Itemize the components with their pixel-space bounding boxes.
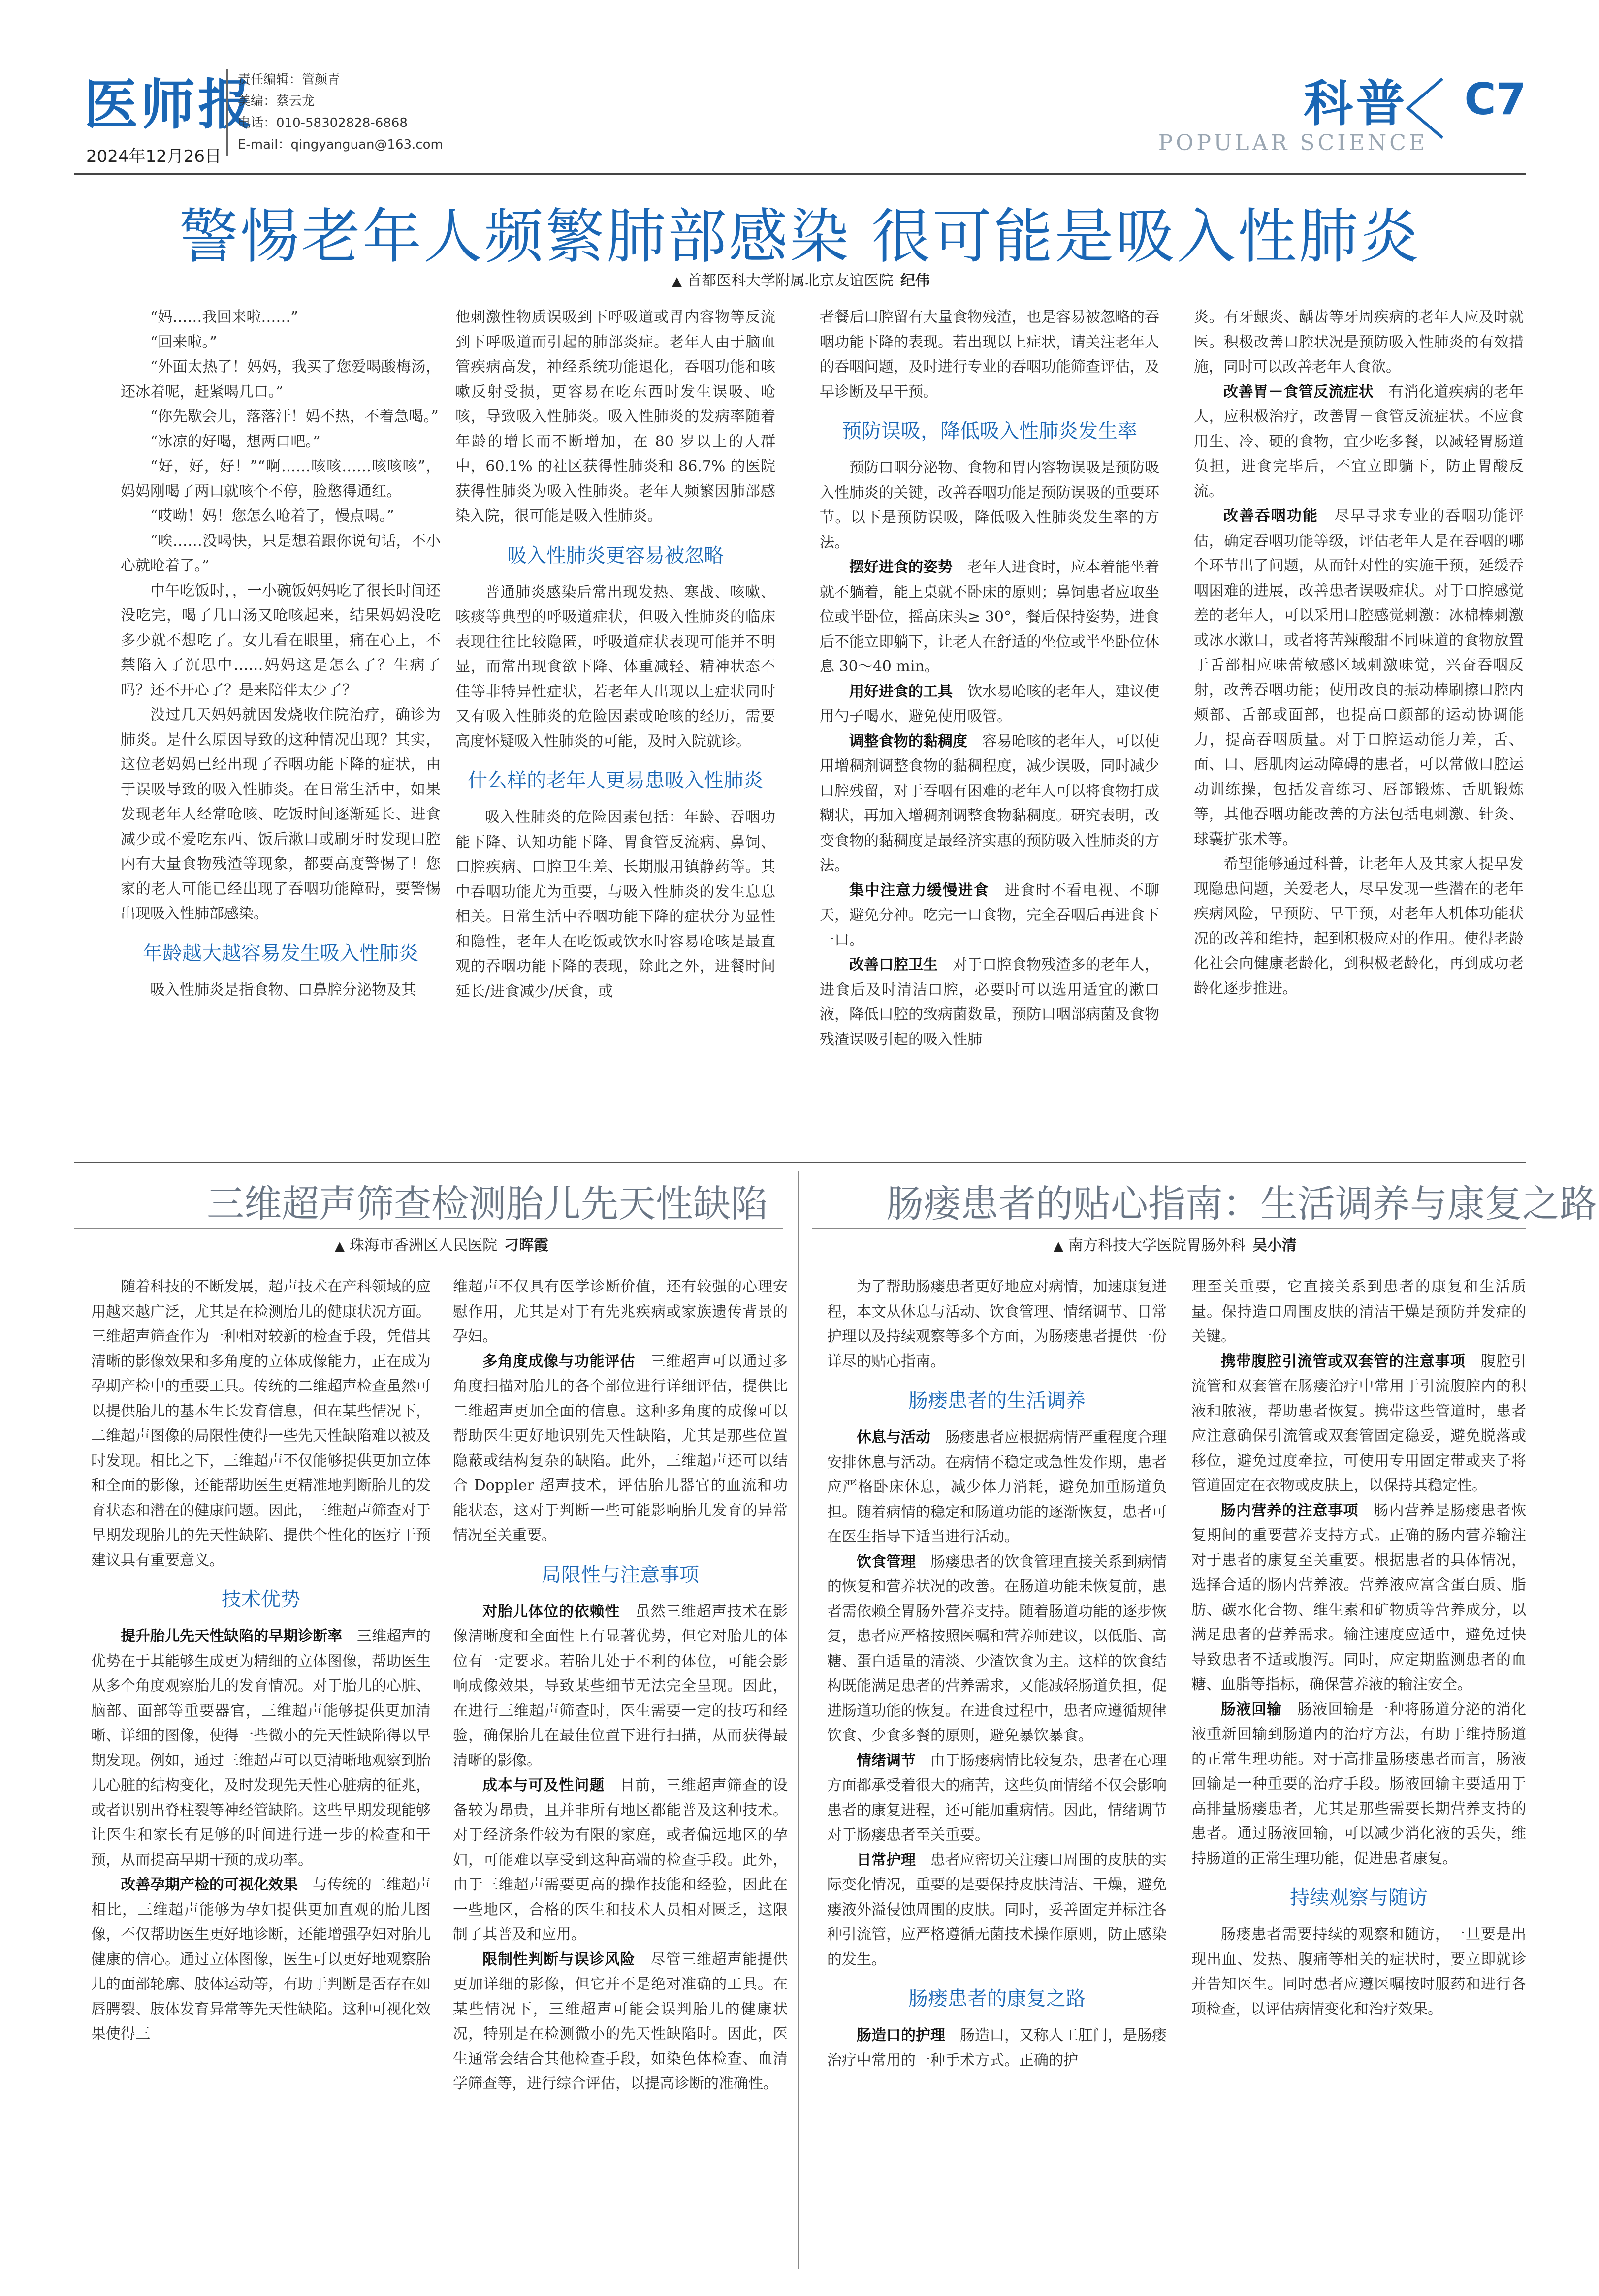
item-key: 携带腹腔引流管或双套管的注意事项 [1221, 1352, 1466, 1370]
paragraph [827, 1848, 1167, 1973]
item-text: 患者应密切关注瘘口周围的皮肤的实际变化情况，重要的是要保持皮肤清洁、干燥，避免瘘液外溢侵蚀周围的皮肤。同时，妥善固定并标注各种引流管，应严格遵循无菌技术操作原则，防止感染的发生。 [827, 1851, 1167, 1968]
subheading: 持续观察与随访 [1290, 1887, 1428, 1909]
article3-byline-name: 吴小清 [1252, 1237, 1297, 1254]
item-key: 改善口腔卫生 [849, 956, 938, 974]
paragraph [453, 1600, 788, 1774]
paragraph [827, 1749, 1167, 1848]
subheading: 预防误吸，降低吸入性肺炎发生率 [842, 420, 1137, 442]
paragraph: “外面太热了！妈妈，我买了您爱喝酸梅汤，还冰着呢，赶紧喝几口。” [121, 358, 441, 401]
paragraph: 希望能够通过科普，让老年人及其家人提早发现隐患问题，关爱老人，尽早发现一些潜在的老年疾病风险，早预防、早干预，对老年人机体功能状况的改善和维持，起到积极应对的作用。使得老龄化社会向健康老龄化，到积极老龄化，再到成功老龄化逐步推进。 [1194, 855, 1524, 997]
item-text: 肠瘘患者的饮食管理直接关系到病情的恢复和营养状况的改善。在肠道功能未恢复前，患者需依赖全胃肠外营养支持。随着肠道功能的逐步恢复，患者应严格按照医嘱和营养师建议，以低脂、高糖、蛋白适量的清淡、少渣饮食为主。这样的饮食结构既能满足患者的营养需求，又能减轻肠道负担，促进肠道功能的恢复。在进食过程中，患者应遵循规律饮食、少食多餐的原则，避免暴饮暴食。 [827, 1553, 1167, 1744]
article1-byline-name: 纪伟 [900, 272, 930, 289]
paragraph [827, 1425, 1167, 1550]
page-number: C7 [1464, 74, 1526, 125]
paragraph [820, 680, 1159, 729]
article1-byline-org: 首都医科大学附属北京友谊医院 [687, 272, 894, 289]
paragraph [820, 555, 1159, 680]
item-key: 肠造口的护理 [857, 2027, 945, 2044]
paragraph [820, 879, 1159, 953]
triangle-icon: ▲ [672, 274, 682, 289]
paragraph: “好，好，好！”“啊……咳咳……咳咳咳”，妈妈刚喝了两口就咳个不停，脸憋得通红。 [121, 458, 441, 500]
article2-column-2 [453, 1275, 788, 2269]
column-divider [798, 1171, 799, 2269]
article3-byline-org: 南方科技大学医院胃肠外科 [1068, 1237, 1246, 1254]
item-text: 目前，三维超声筛查的设备较为昂贵，且并非所有地区都能普及这种技术。对于经济条件较为有限的家庭，或者偏远地区的孕妇，可能难以享受到这种高端的检查手段。此外，由于三维超声需要更高的操作技能和经验，因此在一些地区，合格的医生和技术人员相对匮乏，这限制了其普及和应用。 [453, 1777, 788, 1943]
article2-byline [335, 1233, 548, 1255]
item-key: 集中注意力缓慢进食 [849, 881, 990, 899]
paragraph: 没过几天妈妈就因发烧收住院治疗，确诊为肺炎。是什么原因导致的这种情况出现？其实，这位老妈妈已经出现了吞咽功能下降的症状，由于误吸导致的吸入性肺炎。在日常生活中，如果发现老年人经常呛咳、吃饭时间逐渐延长、进食减少或不爱吃东西、饭后漱口或刷牙时发现口腔内有大量食物残渣等现象，都要高度警惕了！您家的老人可能已经出现了吞咽功能障碍，要警惕出现吸入性肺部感染。 [121, 706, 441, 922]
editor-info [226, 69, 443, 156]
paragraph: 吸入性肺炎的危险因素包括：年龄、吞咽功能下降、认知功能下降、胃食管反流病、鼻饲、口腔疾病、口腔卫生差、长期服用镇静药等。其中吞咽功能尤为重要，与吸入性肺炎的发生息息相关。日常生活中吞咽功能下降的症状分为显性和隐性，老年人在吃饭或饮水时容易呛咳是最直观的吞咽功能下降的表现，除此之外，进餐时间延长/进食减少/厌食，或 [455, 809, 775, 1000]
chevron-left-icon [1396, 74, 1455, 143]
item-key: 饮食管理 [857, 1553, 916, 1571]
triangle-icon: ▲ [335, 1239, 345, 1254]
article1-column-1 [121, 305, 441, 1152]
article2-column-1 [91, 1275, 431, 2269]
article1-column-2 [455, 305, 775, 1152]
paragraph: “你先歇会儿，落落汗！妈不热，不着急喝。” [150, 408, 439, 425]
item-text: 容易呛咳的老年人，可以使用增稠剂调整食物的黏稠程度，减少误吸，同时减少口腔残留，对于吞咽有困难的老年人可以将食物打成糊状，再加入增稠剂调整食物黏稠度。研究表明，改变食物的黏稠度是最经济实惠的预防吸入性肺炎的方法。 [820, 732, 1159, 874]
article1-column-4 [1194, 305, 1524, 1152]
newspaper-logo: 医师报 [84, 73, 255, 136]
item-key: 用好进食的工具 [849, 683, 953, 700]
article1-byline [672, 268, 930, 290]
paragraph: “哎呦！妈！您怎么呛着了，慢点喝。” [150, 507, 394, 525]
item-key: 限制性判断与误诊风险 [482, 1950, 636, 1968]
item-text: 进食时不看电视、不聊天，避免分神。吃完一口食物，完全吞咽后再进食下一口。 [820, 881, 1159, 949]
item-key: 改善胃－食管反流症状 [1223, 383, 1374, 401]
item-text: 腹腔引流管和双套管在肠瘘治疗中常用于引流腹腔内的积液和脓液，帮助患者恢复。携带这些管道时，患者应注意确保引流管或双套管固定稳妥，避免脱落或移位，避免过度牵拉，可使用专用固定带或夹子将管道固定在衣物或皮肤上，以保持其稳定性。 [1191, 1352, 1526, 1494]
paragraph: 预防口咽分泌物、食物和胃内容物误吸是预防吸入性肺炎的关键，改善吞咽功能是预防误吸的重要环节。以下是预防误吸，降低吸入性肺炎发生率的方法。 [820, 459, 1159, 551]
item-key: 日常护理 [857, 1851, 916, 1869]
paragraph: 普通肺炎感染后常出现发热、寒战、咳嗽、咳痰等典型的呼吸道症状，但吸入性肺炎的临床表现往往比较隐匿，呼吸道症状表现可能并不明显，而常出现食欲下降、体重减轻、精神状态不佳等非特异性症状，若老年人出现以上症状同时又有吸入性肺炎的危险因素或呛咳的经历，需要高度怀疑吸入性肺炎的可能，及时入院就诊。 [455, 583, 775, 750]
section-name: 科普 [1304, 75, 1408, 132]
paragraph: 吸入性肺炎是指食物、口鼻腔分泌物及其 [150, 981, 416, 999]
publication-date: 2024年12月26日 [86, 147, 222, 166]
article3-column-1 [827, 1275, 1167, 2269]
item-key: 对胎儿体位的依赖性 [482, 1603, 620, 1620]
item-key: 摆好进食的姿势 [849, 559, 953, 576]
masthead [74, 44, 1526, 172]
item-text: 尽早寻求专业的吞咽功能评估，确定吞咽功能等级，评估老年人是在吞咽的哪个环节出了问题，从而针对性的实施干预，延缓吞咽困难的进展，改善患者误吸症状。对于口腔感觉差的老年人，可以采用口腔感觉刺激：冰棉棒刺激或冰水漱口，或者将苦辣酸甜不同味道的食物放置于舌部相应味蕾敏感区域刺激味觉，兴奋吞咽反射，改善吞咽功能；使用改良的振动棒刷擦口腔内颊部、舌部或面部，也提高口颜部的运动协调能力，提高吞咽质量。对于口腔运动能力差，舌、面、口、唇肌肉运动障碍的患者，可以常做口腔运动训练操，包括发音练习、唇部锻炼、舌肌锻炼等，其他吞咽功能改善的方法包括电刺激、针灸、球囊扩张术等。 [1194, 507, 1524, 848]
item-text: 由于肠瘘病情比较复杂，患者在心理方面都承受着很大的痛苦，这些负面情绪不仅会影响患者的康复进程，还可能加重病情。因此，情绪调节对于肠瘘患者至关重要。 [827, 1752, 1167, 1844]
section-name-en: POPULAR SCIENCE [1158, 130, 1428, 156]
item-text: 肠液回输是一种将肠道分泌的消化液重新回输到肠道内的治疗方法，有助于维持肠道的正常生理功能。对于高排量肠瘘患者而言，肠液回输是一种重要的治疗手段。肠液回输主要适用于高排量肠瘘患者，尤其是那些需要长期营养支持的患者。通过肠液回输，可以减少消化液的丢失，维持肠道的正常生理功能，促进患者康复。 [1191, 1700, 1526, 1867]
item-key: 改善吞咽功能 [1223, 507, 1319, 525]
article2-byline-name: 刁晖霞 [504, 1237, 548, 1254]
item-key: 多角度成像与功能评估 [482, 1352, 636, 1370]
paragraph: 维超声不仅具有医学诊断价值，还有较强的心理安慰作用，尤其是对于有先兆疾病或家族遗传背景的孕妇。 [453, 1278, 788, 1345]
paragraph: “唉……没喝快，只是想着跟你说句话，不小心就呛着了。” [121, 532, 441, 574]
item-key: 肠内营养的注意事项 [1221, 1502, 1359, 1519]
item-key: 提升胎儿先天性缺陷的早期诊断率 [121, 1628, 342, 1645]
email-line: E-mail：qingyanguan@163.com [238, 137, 443, 152]
article3-byline [1054, 1233, 1297, 1255]
phone-line: 电话：010-58302828-6868 [238, 116, 408, 130]
article3-title-rule [812, 1228, 1526, 1229]
paragraph [453, 1948, 788, 2097]
subheading: 年龄越大越容易发生吸入性肺炎 [143, 942, 418, 965]
editor-line: 责任编辑：管颜青 [238, 72, 341, 87]
paragraph: 为了帮助肠瘘患者更好地应对病情，加速康复进程，本文从休息与活动、饮食管理、情绪调节、日常护理以及持续观察等多个方面，为肠瘘患者提供一份详尽的贴心指南。 [827, 1278, 1167, 1370]
item-key: 情绪调节 [857, 1752, 916, 1769]
triangle-icon: ▲ [1054, 1239, 1063, 1254]
article1-column-3 [820, 305, 1159, 1152]
paragraph: 肠瘘患者需要持续的观察和随访，一旦要是出现出血、发热、腹痛等相关的症状时，要立即就诊并告知医生。同时患者应遵医嘱按时服药和进行各项检查，以评估病情变化和治疗效果。 [1191, 1926, 1526, 2018]
item-text: 对于口腔食物残渣多的老年人，进食后及时清洁口腔，必要时可以选用适宜的漱口液，降低口腔的致病菌数量，预防口咽部病菌及食物残渣误吸引起的吸入性肺 [820, 956, 1159, 1048]
item-key: 肠液回输 [1221, 1700, 1282, 1718]
paragraph [1194, 380, 1524, 504]
subheading: 肠瘘患者的生活调养 [908, 1389, 1086, 1412]
item-key: 改善孕期产检的可视化效果 [121, 1876, 298, 1893]
subheading: 吸入性肺炎更容易被忽略 [507, 544, 724, 567]
item-key: 调整食物的黏稠度 [849, 732, 967, 750]
paragraph: “妈……我回来啦……” [150, 309, 298, 326]
subheading: 技术优势 [222, 1588, 300, 1611]
item-text: 肠内营养是肠瘘患者恢复期间的重要营养支持方式。正确的肠内营养输注对于患者的康复至关重要。根据患者的具体情况，选择合适的肠内营养液。营养液应富含蛋白质、脂肪、碳水化合物、维生素和矿物质等营养成分，以满足患者的营养需求。输注速度应适中，避免过快导致患者不适或腹泻。同时，应定期监测患者的血糖、血脂等指标，确保营养液的输注安全。 [1191, 1502, 1526, 1693]
paragraph: 他刺激性物质误吸到下呼吸道或胃内容物等反流到下呼吸道而引起的肺部炎症。老年人由于脑血管疾病高发，神经系统功能退化，吞咽功能和咳嗽反射受损，更容易在吃东西时发生误吸、呛咳，导致吸入性肺炎。吸入性肺炎的发病率随着年龄的增长而不断增加，在 80 岁以上的人群中，60.1% 的社区获得性肺炎和 86.7% 的医院获得性肺炎为吸入性肺炎。老年人频繁因肺部感染入院，很可能是吸入性肺炎。 [455, 309, 775, 525]
paragraph [1194, 504, 1524, 852]
item-text: 饮水易呛咳的老年人，建议使用勺子喝水，避免使用吸管。 [820, 683, 1159, 725]
top-rule [74, 173, 1526, 175]
section-divider [74, 1162, 1526, 1163]
item-text: 尽管三维超声能提供更加详细的影像，但它并不是绝对准确的工具。在某些情况下，三维超声可能会误判胎儿的健康状况，特别是在检测微小的先天性缺陷时。因此，医生通常会结合其他检查手段，如染色体检查、血清学筛查等，进行综合评估，以提高诊断的准确性。 [453, 1950, 788, 2092]
item-text: 肠瘘患者应根据病情严重程度合理安排休息与活动。在病情不稳定或急性发作期，患者应严格卧床休息，减少体力消耗，避免加重肠道负担。随着病情的稳定和肠道功能的逐渐恢复，患者可在医生指导下适当进行活动。 [827, 1429, 1167, 1545]
article2-byline-org: 珠海市香洲区人民医院 [350, 1237, 497, 1254]
paragraph [820, 953, 1159, 1052]
paragraph [1191, 1698, 1526, 1872]
paragraph: 中午吃饭时，，一小碗饭妈妈吃了很长时间还没吃完，喝了几口汤又呛咳起来，结果妈妈没吃多少就不想吃了。女儿看在眼里，痛在心上，不禁陷入了沉思中……妈妈这是怎么了？生病了吗？还不开心了？是来陪伴太少了？ [121, 582, 441, 699]
paragraph [91, 1873, 431, 2047]
item-text: 虽然三维超声技术在影像清晰度和全面性上有显著优势，但它对胎儿的体位有一定要求。若胎儿处于不利的体位，可能会影响成像效果，导致某些细节无法完全呈现。因此，在进行三维超声筛查时，医生需要一定的技巧和经验，确保胎儿在最佳位置下进行扫描，从而获得最清晰的影像。 [453, 1603, 788, 1769]
paragraph [453, 1350, 788, 1548]
paragraph: 炎。有牙龈炎、龋齿等牙周疾病的老年人应及时就医。积极改善口腔状况是预防吸入性肺炎的有效措施，同时可以改善老年人食欲。 [1194, 309, 1524, 376]
paragraph: 随着科技的不断发展，超声技术在产科领域的应用越来越广泛，尤其是在检测胎儿的健康状况方面。三维超声筛查作为一种相对较新的检查手段，凭借其清晰的影像效果和多角度的立体成像能力，正在成为孕期产检中的重要工具。传统的二维超声检查虽然可以提供胎儿的基本生长发育信息，但在某些情况下，二维超声图像的局限性使得一些先天性缺陷难以被及时发现。相比之下，三维超声不仅能够提供更加立体和全面的影像，还能帮助医生更精准地判断胎儿的发育状态和潜在的健康问题。因此，三维超声筛查对于早期发现胎儿的先天性缺陷、提供个性化的医疗干预建议具有重要意义。 [91, 1278, 431, 1569]
item-text: 老年人进食时，应本着能坐着就不躺着，能上桌就不卧床的原则；鼻饲患者应取坐位或半卧位，摇高床头≥ 30°，餐后保持姿势，进食后不能立即躺下，让老人在舒适的坐位或半坐卧位休息 30～40 min。 [820, 559, 1159, 675]
article2-headline: 三维超声筛查检测胎儿先天性缺陷 [207, 1182, 768, 1226]
subheading: 什么样的老年人更易患吸入性肺炎 [468, 769, 763, 792]
paragraph [1191, 1499, 1526, 1698]
subheading: 局限性与注意事项 [542, 1563, 699, 1586]
paragraph [91, 1624, 431, 1873]
paragraph: “冰凉的好喝，想两口吧。” [150, 433, 320, 450]
item-text: 与传统的二维超声相比，三维超声能够为孕妇提供更加直观的胎儿图像，不仅帮助医生更好地诊断，还能增强孕妇对胎儿健康的信心。通过立体图像，医生可以更好地观察胎儿的面部轮廓、肢体运动等，有助于判断是否存在如唇腭裂、肢体发育异常等先天性缺陷。这种可视化效果使得三 [91, 1876, 431, 2043]
article3-column-2 [1191, 1275, 1526, 2269]
article1-headline: 警惕老年人频繁肺部感染 很可能是吸入性肺炎 [179, 203, 1421, 271]
paragraph: 者餐后口腔留有大量食物残渣，也是容易被忽略的吞咽功能下降的表现。若出现以上症状，请关注老年人的吞咽问题，及时进行专业的吞咽功能筛查评估，及早诊断及早干预。 [820, 309, 1159, 401]
paragraph [453, 1773, 788, 1948]
item-key: 休息与活动 [857, 1429, 930, 1446]
paragraph [827, 2023, 1167, 2073]
paragraph: “回来啦。” [150, 333, 217, 351]
item-text: 有消化道疾病的老年人，应积极治疗，改善胃－食管反流症状。不应食用生、冷、硬的食物，宜少吃多餐，以减轻胃肠道负担，进食完毕后，不宜立即躺下，防止胃酸反流。 [1194, 383, 1524, 500]
item-text: 三维超声可以通过多角度扫描对胎儿的各个部位进行详细评估，提供比二维超声更加全面的信息。这种多角度的成像可以帮助医生更好地识别先天性缺陷，尤其是那些位置隐蔽或结构复杂的缺陷。此外，三维超声还可以结合 Doppler 超声技术，评估胎儿器官的血流和功能状态，这对于判断一些可能影响胎儿发育的异常情况至关重要。 [453, 1352, 788, 1544]
item-key: 成本与可及性问题 [482, 1777, 605, 1794]
art-editor-line: 美编：蔡云龙 [238, 94, 315, 109]
item-text: 三维超声的优势在于其能够生成更为精细的立体图像，帮助医生从多个角度观察胎儿的发育情况。对于胎儿的心脏、脑部、面部等重要器官，三维超声能够提供更加清晰、详细的图像，使得一些微小的先天性缺陷得以早期发现。例如，通过三维超声可以更清晰地观察到胎儿心脏的结构变化，及时发现先天性心脏病的征兆，或者识别出脊柱裂等神经管缺陷。这些早期发现能够让医生和家长有足够的时间进行进一步的检查和干预，从而提高早期干预的成功率。 [91, 1628, 431, 1869]
article3-headline: 肠瘘患者的贴心指南：生活调养与康复之路 [886, 1182, 1597, 1226]
subheading: 肠瘘患者的康复之路 [908, 1987, 1086, 2010]
paragraph [1191, 1350, 1526, 1499]
paragraph [827, 1550, 1167, 1749]
paragraph: 理至关重要，它直接关系到患者的康复和生活质量。保持造口周围皮肤的清洁干燥是预防并发症的关键。 [1191, 1278, 1526, 1345]
article2-title-rule [74, 1228, 783, 1229]
item-text: 肠造口，又称人工肛门，是肠瘘治疗中常用的一种手术方式。正确的护 [827, 2027, 1167, 2069]
paragraph [820, 729, 1159, 879]
